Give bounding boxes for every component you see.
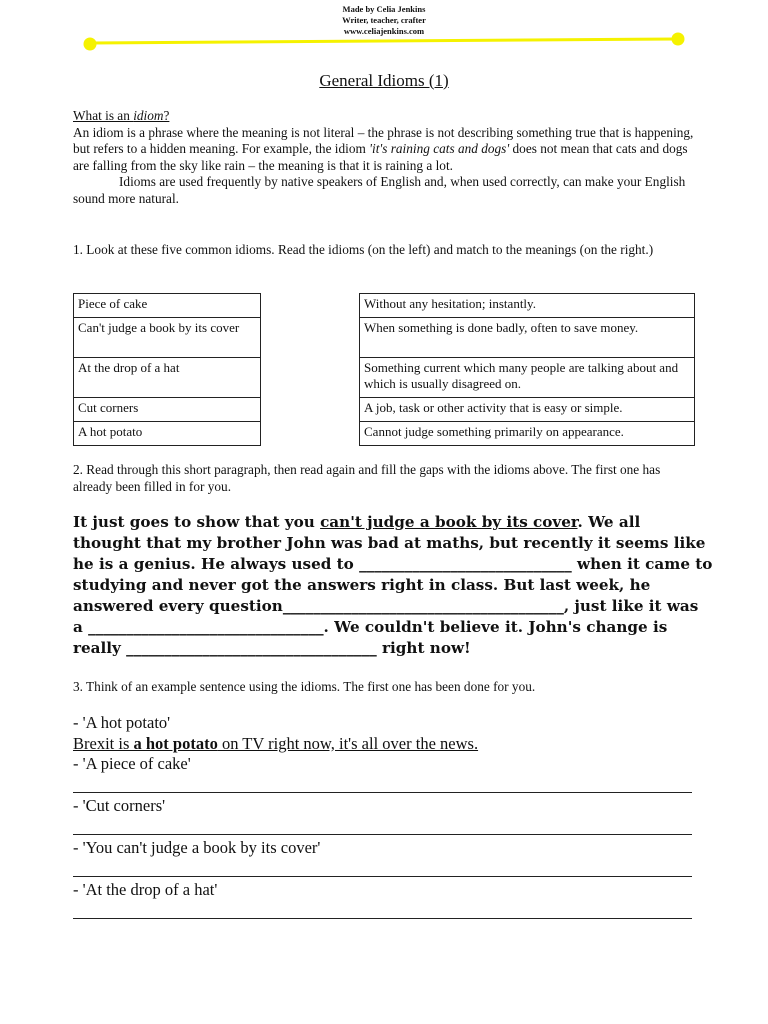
idiom-cell: A hot potato xyxy=(74,422,261,446)
idiom-cell: Piece of cake xyxy=(74,294,261,318)
idioms-table xyxy=(73,293,261,446)
meaning-cell: A job, task or other activity that is easy or simple. xyxy=(360,398,695,422)
credit-role: Writer, teacher, crafter xyxy=(342,15,426,25)
intro-text-b: does not mean that cats and dogs are falling from the sky like rain – the meaning is that it is raining a lot. xyxy=(73,141,688,173)
answer-blank[interactable]: _________________________________ xyxy=(126,639,377,657)
answer-line[interactable] xyxy=(73,918,692,919)
paragraph-text: right now! xyxy=(376,639,471,657)
example-text: Brexit is xyxy=(73,734,134,753)
meaning-cell: Without any hesitation; instantly. xyxy=(360,294,695,318)
example-prompt: - 'A hot potato' xyxy=(73,713,171,732)
paragraph-text: when it came to studying and never got the answers right in class. But last week, he answered every question xyxy=(73,555,713,615)
example-sentence xyxy=(73,734,698,754)
example-text: on TV right now, it's all over the news. xyxy=(217,734,479,753)
idiom-cell: At the drop of a hat xyxy=(74,358,261,398)
answer-blank[interactable]: ____________________________ xyxy=(359,555,572,573)
answer-blank[interactable]: _____________________________________ xyxy=(282,597,564,615)
intro-question xyxy=(73,108,698,125)
intro-section xyxy=(73,108,698,207)
meanings-table xyxy=(359,293,695,446)
page-title: General Idioms (1) xyxy=(319,71,449,90)
credit-name: Made by Celia Jenkins xyxy=(342,4,426,14)
highlighter-line xyxy=(83,31,685,51)
example-idiom: a hot potato xyxy=(133,734,218,753)
intro-paragraph-2: Idioms are used frequently by native speakers of English and, when used correctly, can make your English sound more natural. xyxy=(73,174,686,206)
paragraph-text: . We all thought that my brother John was bad at maths, but recently it seems like he is a genius. He always used to xyxy=(73,513,706,573)
gap-fill-paragraph xyxy=(73,512,713,659)
intro-question-mark: ? xyxy=(163,108,170,123)
answer-line[interactable] xyxy=(73,876,692,877)
meaning-cell: Something current which many people are talking about and which is usually disagreed on. xyxy=(360,358,695,398)
paragraph-text: , just like it was a xyxy=(73,597,699,636)
intro-text-a: An idiom is a phrase where the meaning is not literal – the phrase is not describing something true that is happening, but refers to a hidden meaning. For example, the idiom xyxy=(73,124,694,156)
filled-answer: can't judge a book by its cover xyxy=(320,513,578,531)
idiom-cell: Cut corners xyxy=(74,398,261,422)
sentence-prompt: - 'A piece of cake' xyxy=(73,754,191,773)
sentence-prompt: - 'Cut corners' xyxy=(73,796,166,815)
intro-question-text: What is an xyxy=(73,108,134,123)
answer-blank[interactable]: _______________________________. xyxy=(88,618,329,636)
task2-instruction: 2. Read through this short paragraph, then read again and fill the gaps with the idioms above. The first one has already been filled in for you. xyxy=(73,462,661,494)
intro-example-idiom: 'it's raining cats and dogs' xyxy=(369,141,510,156)
task3-instruction: 3. Think of an example sentence using the idioms. The first one has been done for you. xyxy=(73,679,536,694)
paragraph-text: We couldn't believe it. John's change is really xyxy=(73,618,668,657)
credit-website: www.celiajenkins.com xyxy=(343,26,425,36)
intro-question-word: idiom xyxy=(133,108,164,123)
idiom-cell: Can't judge a book by its cover xyxy=(74,318,261,358)
sentence-prompt: - 'At the drop of a hat' xyxy=(73,880,218,899)
task1-instruction: 1. Look at these five common idioms. Read the idioms (on the left) and match to the meanings (on the right.) xyxy=(73,242,654,257)
sentence-prompt: - 'You can't judge a book by its cover' xyxy=(73,838,321,857)
answer-line[interactable] xyxy=(73,792,692,793)
answer-line[interactable] xyxy=(73,834,692,835)
meaning-cell: Cannot judge something primarily on appearance. xyxy=(360,422,695,446)
meaning-cell: When something is done badly, often to save money. xyxy=(360,318,695,358)
intro-paragraph-1 xyxy=(73,125,698,175)
paragraph-text: It just goes to show that you xyxy=(73,513,321,531)
